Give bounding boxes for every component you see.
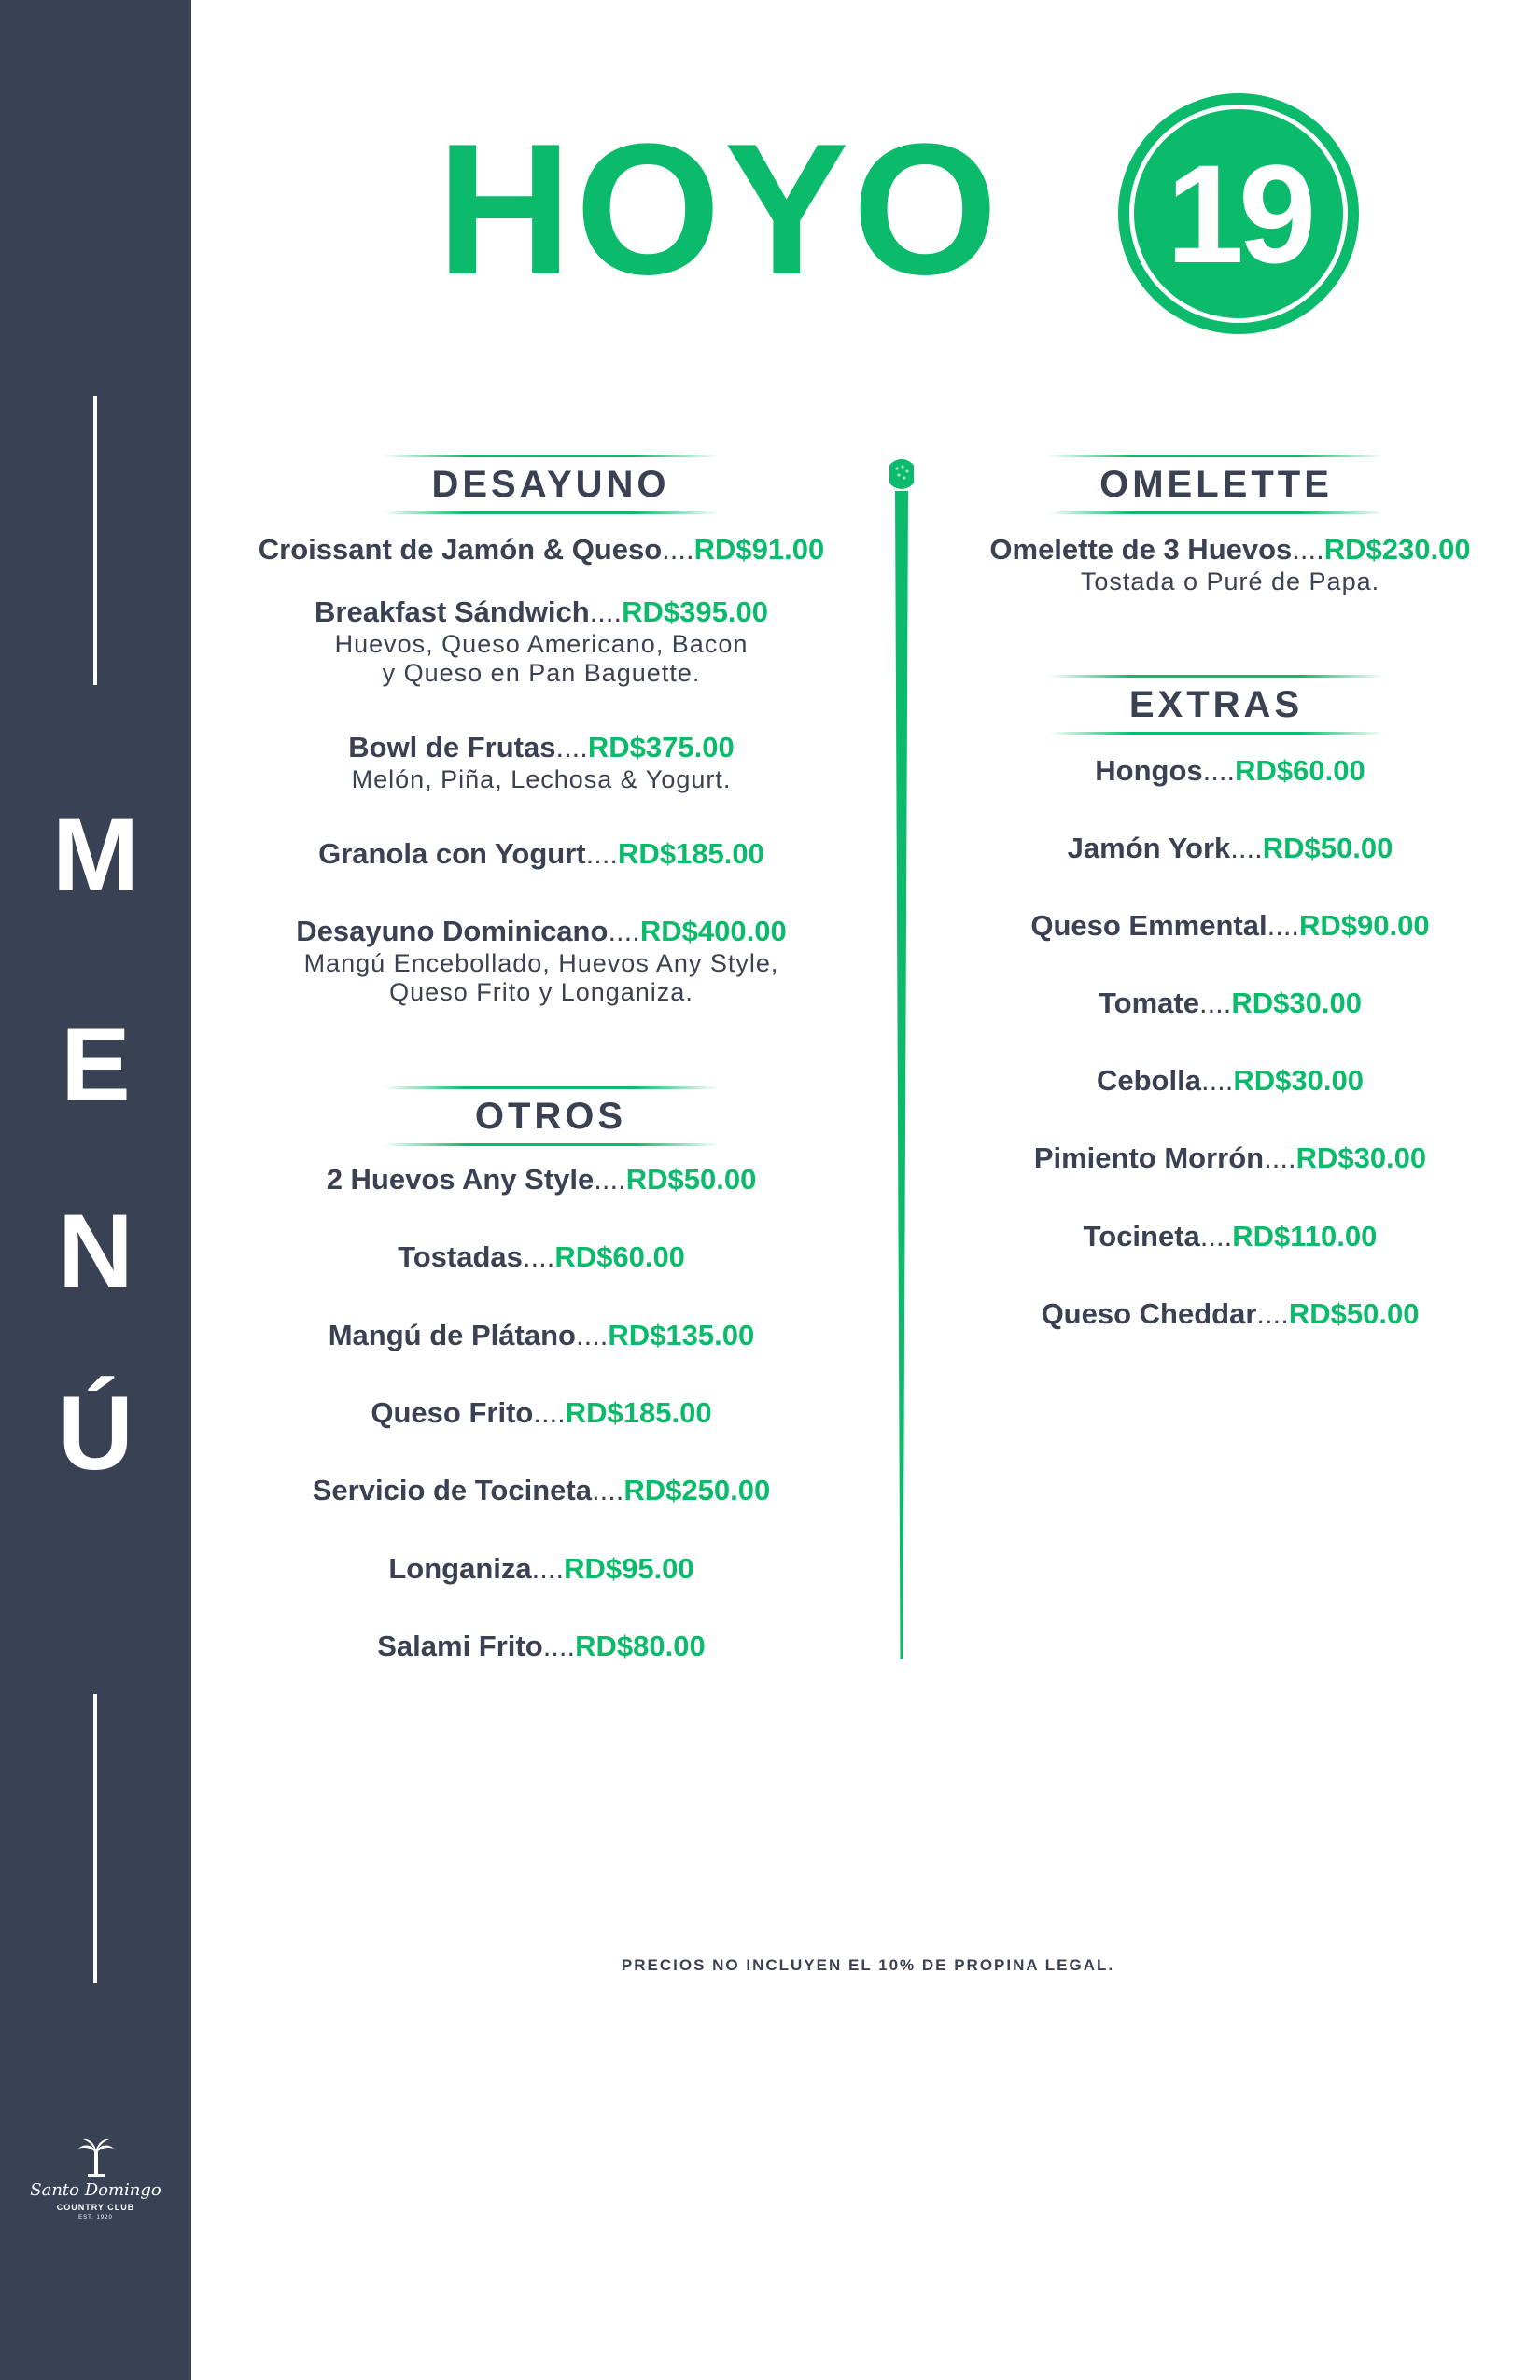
menu-item <box>238 1239 845 1275</box>
item-dots: .... <box>589 595 623 628</box>
sidebar-bottom-line <box>93 1694 97 1983</box>
menu-item <box>238 730 845 794</box>
item-price: RD$30.00 <box>1295 1141 1427 1174</box>
item-price: RD$400.00 <box>639 915 787 947</box>
item-dots: .... <box>1256 1297 1289 1330</box>
item-dots: .... <box>1230 832 1263 864</box>
item-dots: .... <box>585 837 619 870</box>
item-name: Tostadas <box>398 1240 523 1273</box>
menu-item <box>238 836 845 872</box>
item-price: RD$90.00 <box>1299 909 1430 942</box>
item-price: RD$185.00 <box>565 1396 712 1429</box>
item-price: RD$50.00 <box>1262 832 1393 864</box>
item-name: Servicio de Tocineta <box>312 1474 592 1506</box>
menu-item <box>950 532 1510 596</box>
item-dots: .... <box>575 1319 609 1351</box>
item-description: y Queso en Pan Baguette. <box>382 659 701 687</box>
menu-item <box>238 1162 845 1197</box>
menu-item <box>238 1629 845 1664</box>
item-price: RD$250.00 <box>623 1474 771 1506</box>
item-name: Tocineta <box>1083 1220 1200 1253</box>
menu-item <box>238 595 845 688</box>
section-title: EXTRAS <box>1128 684 1304 725</box>
item-name: Tomate <box>1099 987 1199 1019</box>
menu-item <box>238 1551 845 1587</box>
item-name: 2 Huevos Any Style <box>326 1163 595 1196</box>
item-price: RD$80.00 <box>575 1630 706 1662</box>
section-title: DESAYUNO <box>431 464 670 505</box>
item-price: RD$95.00 <box>564 1552 694 1585</box>
item-name: Hongos <box>1095 754 1203 787</box>
item-description: Queso Frito y Longaniza. <box>389 978 693 1006</box>
item-name: Omelette de 3 Huevos <box>989 533 1293 566</box>
section-title: OTROS <box>474 1096 627 1137</box>
item-name: Pimiento Morrón <box>1033 1141 1265 1174</box>
item-name: Jamón York <box>1067 832 1231 864</box>
item-name: Queso Frito <box>371 1396 534 1429</box>
item-dots: .... <box>1202 754 1236 787</box>
menu-item <box>950 908 1510 944</box>
item-dots: .... <box>533 1396 566 1429</box>
item-name: Longaniza <box>388 1552 532 1585</box>
page-title <box>437 93 1001 327</box>
item-price: RD$50.00 <box>1288 1297 1420 1330</box>
section-header-omelette <box>1048 455 1384 514</box>
menu-item <box>950 1063 1510 1099</box>
item-name: Breakfast Sándwich <box>315 595 590 628</box>
golf-tee-divider <box>889 455 914 1659</box>
logo-club-text: COUNTRY CLUB <box>56 2203 135 2212</box>
item-name: Salami Frito <box>377 1630 543 1662</box>
item-dots: .... <box>1292 533 1324 566</box>
menu-item <box>950 1219 1510 1254</box>
sidebar <box>0 0 191 2380</box>
menu-item <box>950 1296 1510 1332</box>
palm-tree-icon <box>75 2137 118 2178</box>
item-name: Croissant de Jamón & Queso <box>258 533 663 566</box>
item-dots: .... <box>1200 1064 1234 1097</box>
menu-item <box>950 753 1510 789</box>
section-header-desayuno <box>383 455 719 514</box>
tip-disclaimer: PRECIOS NO INCLUYEN EL 10% DE PROPINA LEGAL. <box>621 1956 1115 1974</box>
menu-item <box>238 532 845 567</box>
item-description: Huevos, Queso Americano, Bacon <box>334 630 749 658</box>
item-price: RD$50.00 <box>625 1163 757 1196</box>
item-name: Desayuno Dominicano <box>296 915 609 947</box>
menu-item <box>238 1395 845 1431</box>
hole-number-badge <box>1118 93 1359 334</box>
item-price: RD$375.00 <box>587 731 735 763</box>
item-dots: .... <box>555 731 588 763</box>
item-dots: .... <box>591 1474 624 1506</box>
menu-item <box>238 1473 845 1508</box>
item-dots: .... <box>594 1163 626 1196</box>
section-header-extras <box>1048 675 1384 735</box>
item-name: Queso Cheddar <box>1041 1297 1257 1330</box>
country-club-logo <box>19 2137 173 2220</box>
badge-number: 19 <box>1129 105 1348 323</box>
menu-item <box>950 1141 1510 1176</box>
menu-item <box>950 831 1510 866</box>
item-description: Mangú Encebollado, Huevos Any Style, <box>303 949 779 977</box>
menu-letter-e: E <box>61 1006 131 1123</box>
title-word: HOYO <box>437 105 1001 314</box>
menu-item <box>950 986 1510 1021</box>
menu-item <box>238 1318 845 1353</box>
item-name: Bowl de Frutas <box>348 731 556 763</box>
item-price: RD$395.00 <box>622 595 768 628</box>
menu-letter-u: Ú <box>58 1375 133 1491</box>
item-dots: .... <box>1198 987 1232 1019</box>
item-price: RD$30.00 <box>1233 1064 1364 1097</box>
item-price: RD$185.00 <box>618 837 764 870</box>
item-name: Queso Emmental <box>1030 909 1267 942</box>
section-header-otros <box>383 1086 719 1146</box>
section-title: OMELETTE <box>1099 464 1333 505</box>
item-dots: .... <box>531 1552 565 1585</box>
menu-letter-m: M <box>51 796 140 913</box>
logo-est-text: EST. 1920 <box>78 2215 113 2220</box>
item-dots: .... <box>1267 909 1300 942</box>
item-name: Cebolla <box>1096 1064 1201 1097</box>
item-price: RD$135.00 <box>608 1319 755 1351</box>
item-price: RD$30.00 <box>1231 987 1362 1019</box>
item-name: Mangú de Plátano <box>328 1319 576 1351</box>
item-description: Melón, Piña, Lechosa & Yogurt. <box>351 765 732 793</box>
item-name: Granola con Yogurt <box>318 837 586 870</box>
item-dots: .... <box>1264 1141 1296 1174</box>
sidebar-top-line <box>93 396 97 685</box>
item-price: RD$230.00 <box>1323 533 1471 566</box>
menu-item <box>238 914 845 1007</box>
menu-letter-n: N <box>58 1193 133 1309</box>
logo-script-text: Santo Domingo <box>30 2180 161 2200</box>
item-price: RD$91.00 <box>693 533 825 566</box>
item-dots: .... <box>542 1630 576 1662</box>
item-price: RD$110.00 <box>1232 1220 1378 1253</box>
item-description: Tostada o Puré de Papa. <box>1080 567 1380 595</box>
item-price: RD$60.00 <box>1235 754 1365 787</box>
item-dots: .... <box>1199 1220 1233 1253</box>
item-dots: .... <box>608 915 640 947</box>
item-dots: .... <box>522 1240 555 1273</box>
item-dots: .... <box>662 533 694 566</box>
item-price: RD$60.00 <box>554 1240 685 1273</box>
